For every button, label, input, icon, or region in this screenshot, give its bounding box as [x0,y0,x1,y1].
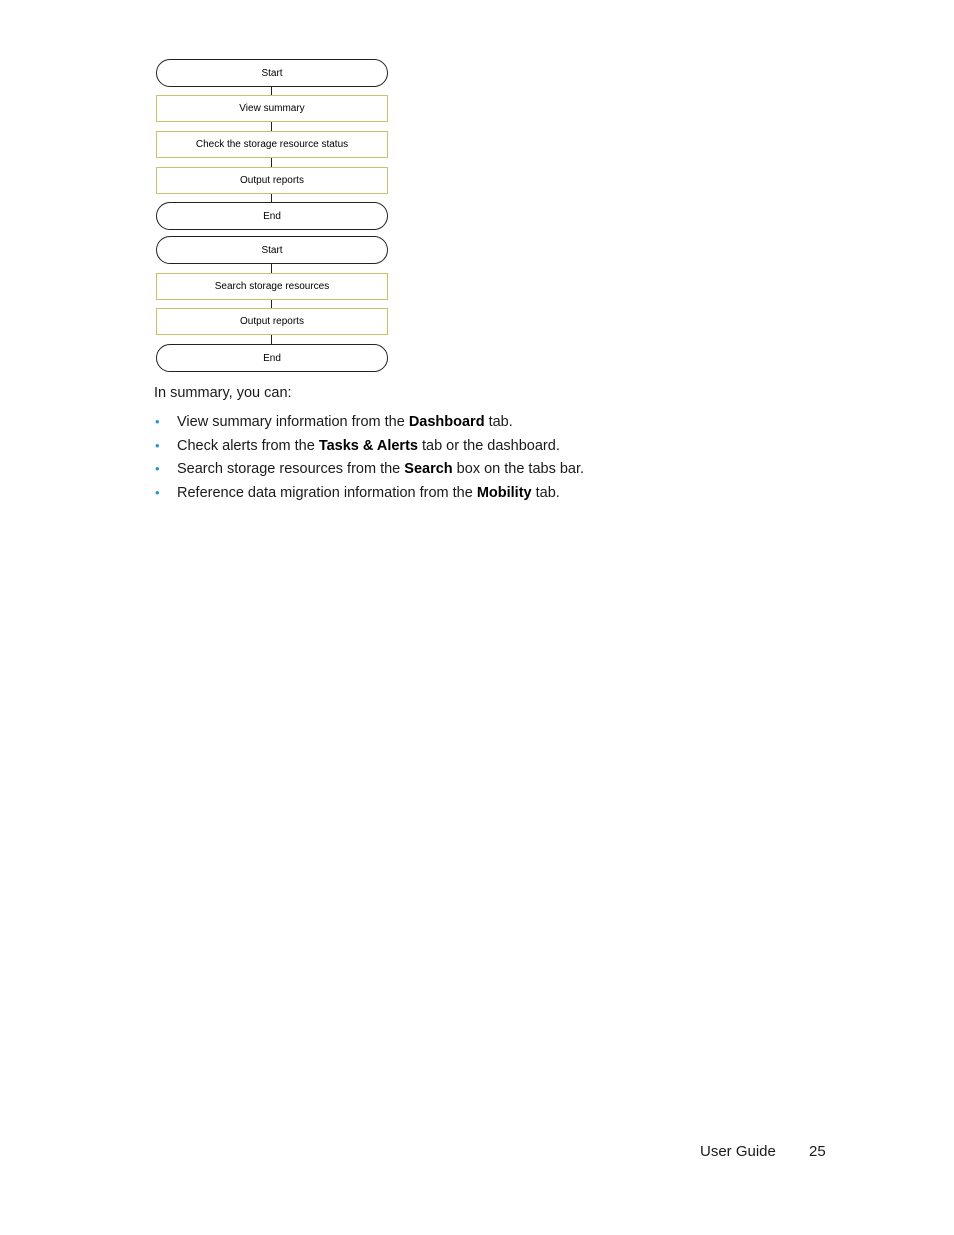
list-item: • Reference data migration information from the Mobility tab. [155,484,560,501]
list-item: • Check alerts from the Tasks & Alerts tab or the dashboard. [155,437,560,454]
dashboard-term: Dashboard [408,414,485,430]
connector [271,122,272,131]
bullet-icon: • [155,414,160,429]
flow-output-reports-node: Output reports [156,308,388,335]
flow-start-node: Start [156,59,388,87]
flow-check-status-node: Check the storage resource status [156,131,388,158]
connector [271,264,272,273]
connector [271,299,272,308]
connector [271,158,272,167]
connector [271,335,272,344]
flow-search-resources-node: Search storage resources [156,273,388,300]
connector [271,87,272,95]
summary-intro: In summary, you can: [154,385,292,401]
mobility-term: Mobility [476,484,532,501]
summary-list [154,413,584,507]
flow-end-node: End [156,202,388,230]
search-term: Search [404,461,453,477]
list-item: • Search storage resources from the Search box on the tabs bar. [155,461,585,477]
flow-output-reports-node: Output reports [156,167,388,194]
list-item: • View summary information from the Dashboard tab. [155,414,513,430]
flow-end-node: End [156,344,388,372]
bullet-icon: • [155,461,160,476]
flow-start-node: Start [156,236,388,264]
footer-label: User Guide [700,1143,776,1160]
connector [271,193,272,202]
page-number: 25 [809,1143,826,1160]
flowchart [0,0,954,380]
flow-view-summary-node: View summary [156,95,388,122]
tasks-alerts-term: Tasks & Alerts [318,437,418,454]
bullet-icon: • [155,437,160,453]
bullet-icon: • [155,484,160,500]
